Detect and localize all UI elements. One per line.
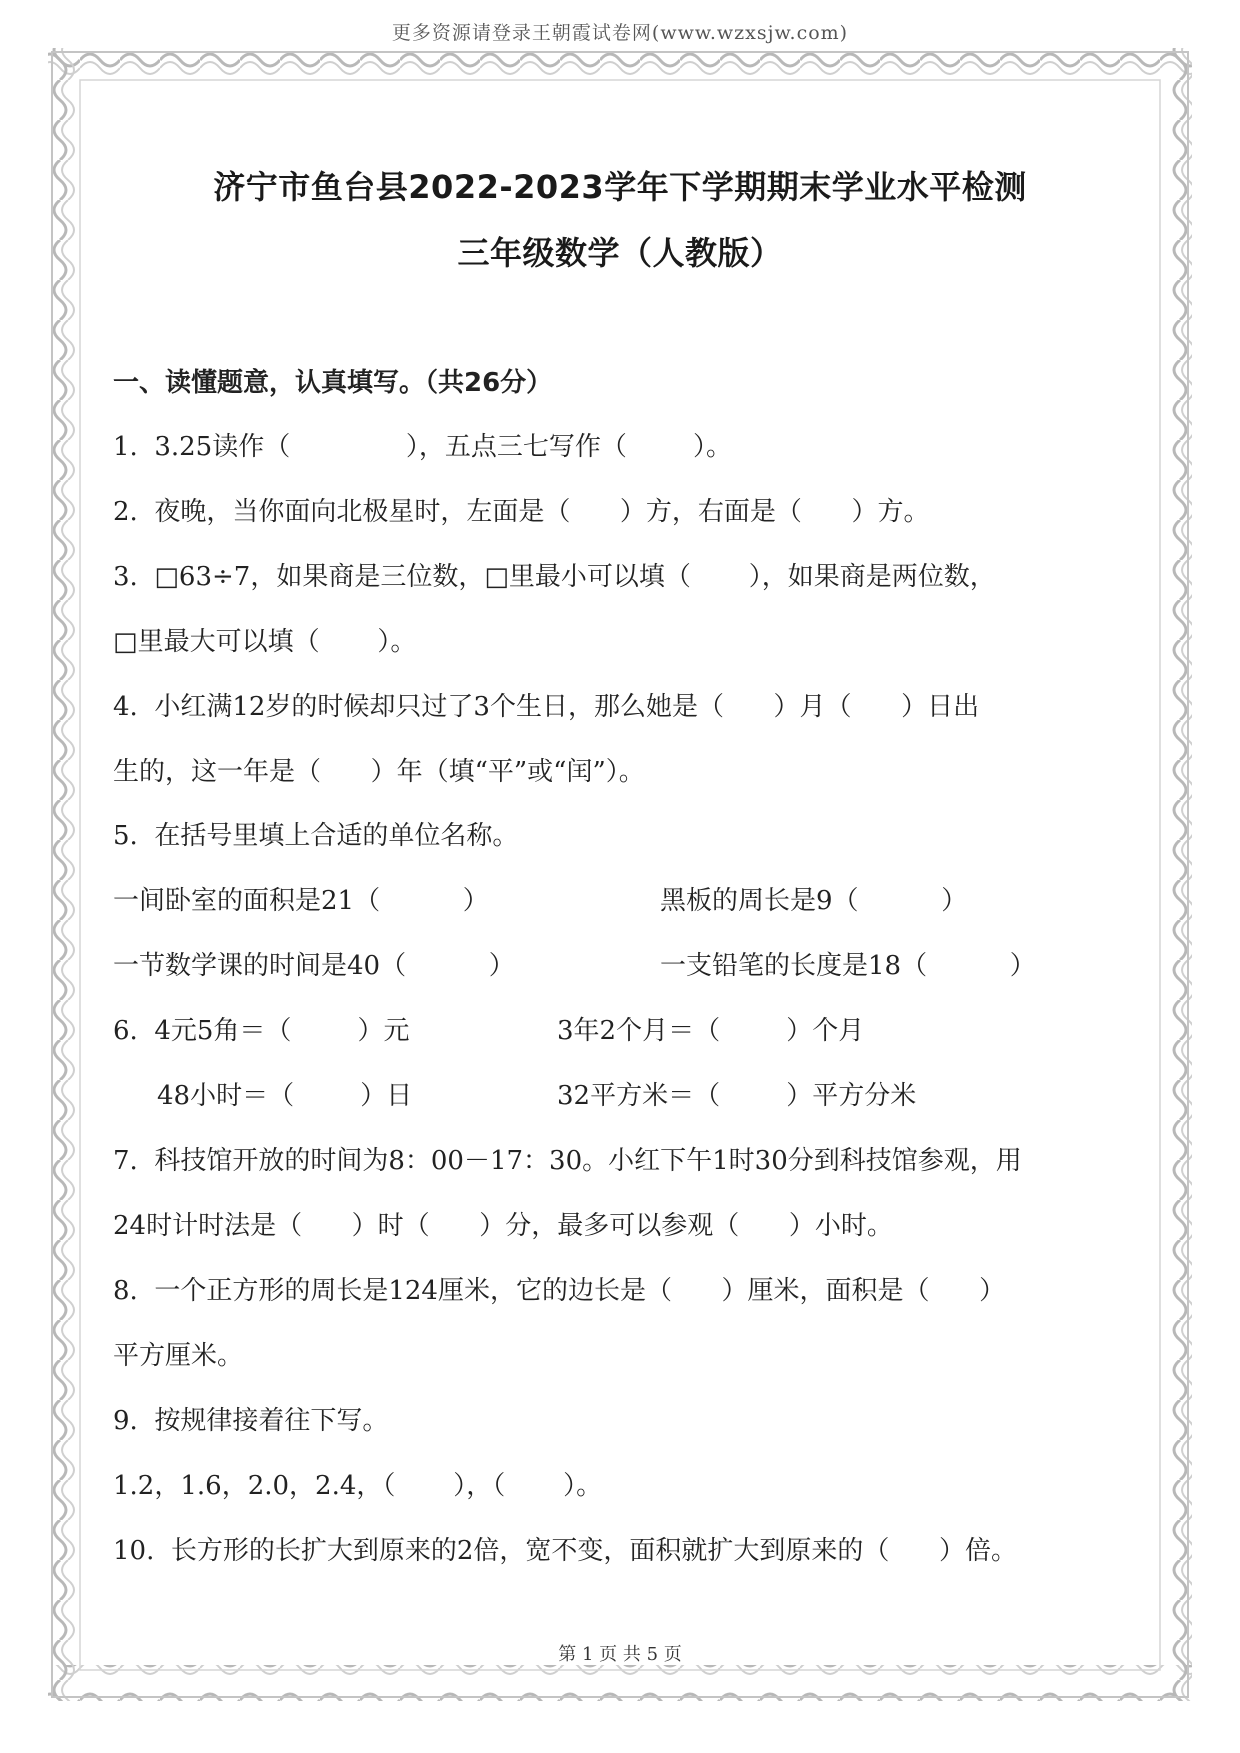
exam-title: 济宁市鱼台县2022-2023学年下学期期末学业水平检测: [213, 168, 1027, 206]
question-4-line1: 4. 小红满12岁的时候却只过了3个生日，那么她是（ ）月（ ）日出: [113, 692, 980, 722]
question-7-line1: 7. 科技馆开放的时间为8：00－17：30。小红下午1时30分到科技馆参观，用: [113, 1146, 1022, 1176]
question-3-line1: 3. □63÷7，如果商是三位数，□里最小可以填（ ），如果商是两位数，: [113, 562, 996, 592]
question-4-line2: 生的，这一年是（ ）年（填“平”或“闰”）。: [113, 757, 645, 787]
question-2: 2. 夜晚，当你面向北极星时，左面是（ ）方，右面是（ ）方。: [113, 497, 930, 527]
question-9: 9. 按规律接着往下写。: [113, 1406, 389, 1436]
question-6a-right: 3年2个月＝（ ）个月: [557, 1016, 865, 1046]
question-5b-right: 一支铅笔的长度是18（ ）: [660, 951, 1036, 981]
question-1: 1. 3.25读作（ ），五点三七写作（ ）。: [113, 432, 733, 462]
exam-subtitle: 三年级数学（人教版）: [457, 234, 783, 272]
page-number-footer: 第 1 页 共 5 页: [558, 1644, 682, 1665]
question-8-line2: 平方厘米。: [113, 1341, 244, 1371]
question-6a-left: 6. 4元5角＝（ ）元: [113, 1016, 410, 1046]
question-5: 5. 在括号里填上合适的单位名称。: [113, 821, 519, 851]
question-6b-left: 48小时＝（ ）日: [157, 1081, 413, 1111]
question-5a-left: 一间卧室的面积是21（ ）: [113, 886, 489, 916]
question-3-line2: □里最大可以填（ ）。: [113, 627, 417, 657]
question-10: 10. 长方形的长扩大到原来的2倍，宽不变，面积就扩大到原来的（ ）倍。: [113, 1536, 1018, 1566]
question-8-line1: 8. 一个正方形的周长是124厘米，它的边长是（ ）厘米，面积是（ ）: [113, 1276, 1006, 1306]
question-5b-left: 一节数学课的时间是40（ ）: [113, 951, 515, 981]
question-7-line2: 24时计时法是（ ）时（ ）分，最多可以参观（ ）小时。: [113, 1211, 893, 1241]
question-6b-right: 32平方米＝（ ）平方分米: [557, 1081, 917, 1111]
question-9-sequence: 1.2，1.6，2.0，2.4，（ ），（ ）。: [113, 1471, 603, 1501]
question-5a-right: 黑板的周长是9（ ）: [660, 886, 968, 916]
section-heading: 一、读懂题意，认真填写。（共26分）: [113, 368, 553, 398]
site-watermark: 更多资源请登录王朝霞试卷网(www.wzxsjw.com): [391, 22, 849, 44]
